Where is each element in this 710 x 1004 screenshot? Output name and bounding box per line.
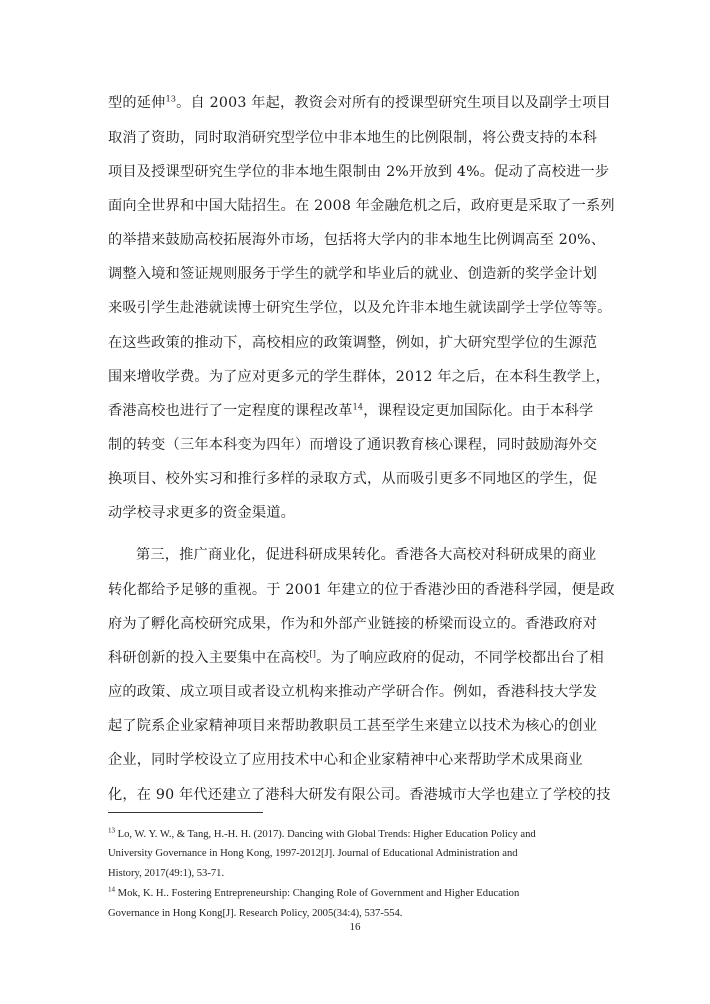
body-line [108, 162, 608, 182]
body-line [108, 230, 608, 250]
body-line [108, 469, 608, 489]
line-text: 。为了响应政府的促动，不同学校都出台了相 [316, 650, 604, 666]
body-line [108, 333, 608, 353]
footnote-reference: [] [309, 649, 317, 659]
footnote-text: Governance in Hong Kong[J]. Research Policy, 2005(34:4), 537-554. [108, 908, 403, 919]
footnote-number: 13 [108, 826, 115, 835]
line-text: 起了院系企业家精神项目来帮助教职员工甚至学生来建立以技术为核心的创业 [108, 718, 598, 734]
line-text: 面向全世界和中国大陆招生。在 2008 年金融危机之后，政府更是采取了一系列 [108, 198, 615, 214]
body-line [108, 750, 608, 770]
page-number: 16 [349, 921, 361, 933]
body-line [108, 614, 608, 634]
body-line [108, 264, 608, 284]
footnote-separator [108, 812, 263, 813]
line-text: 香港高校也进行了一定程度的课程改革 [108, 403, 353, 419]
body-line [136, 545, 608, 565]
body-line [108, 298, 612, 318]
line-text: 第三，推广商业化，促进科研成果转化。香港各大高校对科研成果的商业 [136, 547, 597, 563]
line-text: 项目及授课型研究生学位的非本地生限制由 2%开放到 4%。促动了高校进一步 [108, 164, 610, 180]
line-text: 围来增收学费。为了应对更多元的学生群体，2012 年之后，在本科生教学上， [108, 369, 611, 385]
footnote-line [108, 846, 618, 862]
footnote-text: University Governance in Hong Kong, 1997-2012[J]. Journal of Educational Administration and [108, 848, 518, 859]
body-line [108, 128, 608, 148]
body-line [108, 196, 615, 216]
line-text: 科研创新的投入主要集中在高校 [108, 650, 310, 666]
line-text: 。自 2003 年起，教资会对所有的授课型研究生项目以及副学士项目 [176, 95, 611, 111]
line-text: 取消了资助，同时取消研究型学位中非本地生的比例限制，将公费支持的本科 [108, 130, 598, 146]
line-text: 化，在 90 年代还建立了港科大研发有限公司。香港城市大学也建立了学校的技 [108, 787, 611, 803]
footnote-reference: 14 [352, 402, 364, 412]
body-line [108, 580, 615, 600]
line-text: 企业，同时学校设立了应用技术中心和企业家精神中心来帮助学术成果商业 [108, 752, 583, 768]
body-line [108, 93, 611, 113]
line-text: 型的延伸 [108, 95, 166, 111]
footnote-line [108, 827, 618, 843]
line-text: 在这些政策的推动下，高校相应的政策调整，例如，扩大研究型学位的生源范 [108, 335, 598, 351]
footnote-line [108, 866, 618, 882]
body-line [108, 716, 608, 736]
line-text: 来吸引学生赴港就读博士研究生学位，以及允许非本地生就读副学士学位等等。 [108, 300, 612, 316]
body-line [108, 435, 608, 455]
body-line [108, 367, 611, 387]
line-text: 转化都给予足够的重视。于 2001 年建立的位于香港沙田的香港科学园，便是政 [108, 582, 615, 598]
line-text: 应的政策、成立项目或者设立机构来推动产学研合作。例如，香港科技大学发 [108, 684, 598, 700]
footnote-number: 14 [108, 885, 115, 894]
body-line [108, 785, 611, 805]
footnote-line [108, 906, 618, 922]
footnote-reference: 13 [165, 94, 177, 104]
line-text: 府为了孵化高校研究成果，作为和外部产业链接的桥梁而设立的。香港政府对 [108, 616, 598, 632]
footnote-text: Mok, K. H.. Fostering Entrepreneurship: Changing Role of Government and Higher Education [115, 888, 520, 899]
body-line [108, 503, 608, 523]
footnote-text: History, 2017(49:1), 53-71. [108, 868, 225, 879]
line-text: ，课程设定更加国际化。由于本科学 [363, 403, 594, 419]
line-text: 动学校寻求更多的资金渠道。 [108, 505, 296, 521]
line-text: 制的转变（三年本科变为四年）而增设了通识教育核心课程，同时鼓励海外交 [108, 437, 598, 453]
body-line [108, 682, 608, 702]
body-line [108, 401, 608, 421]
footnote-text: Lo, W. Y. W., & Tang, H.-H. H. (2017). Dancing with Global Trends: Higher Education Policy and [115, 829, 536, 840]
body-line [108, 648, 608, 668]
line-text: 调整入境和签证规则服务于学生的就学和毕业后的就业、创造新的奖学金计划 [108, 266, 598, 282]
footnote-line [108, 886, 618, 902]
line-text: 换项目、校外实习和推行多样的录取方式，从而吸引更多不同地区的学生，促 [108, 471, 598, 487]
line-text: 的举措来鼓励高校拓展海外市场，包括将大学内的非本地生比例调高至 20%、 [108, 232, 606, 248]
